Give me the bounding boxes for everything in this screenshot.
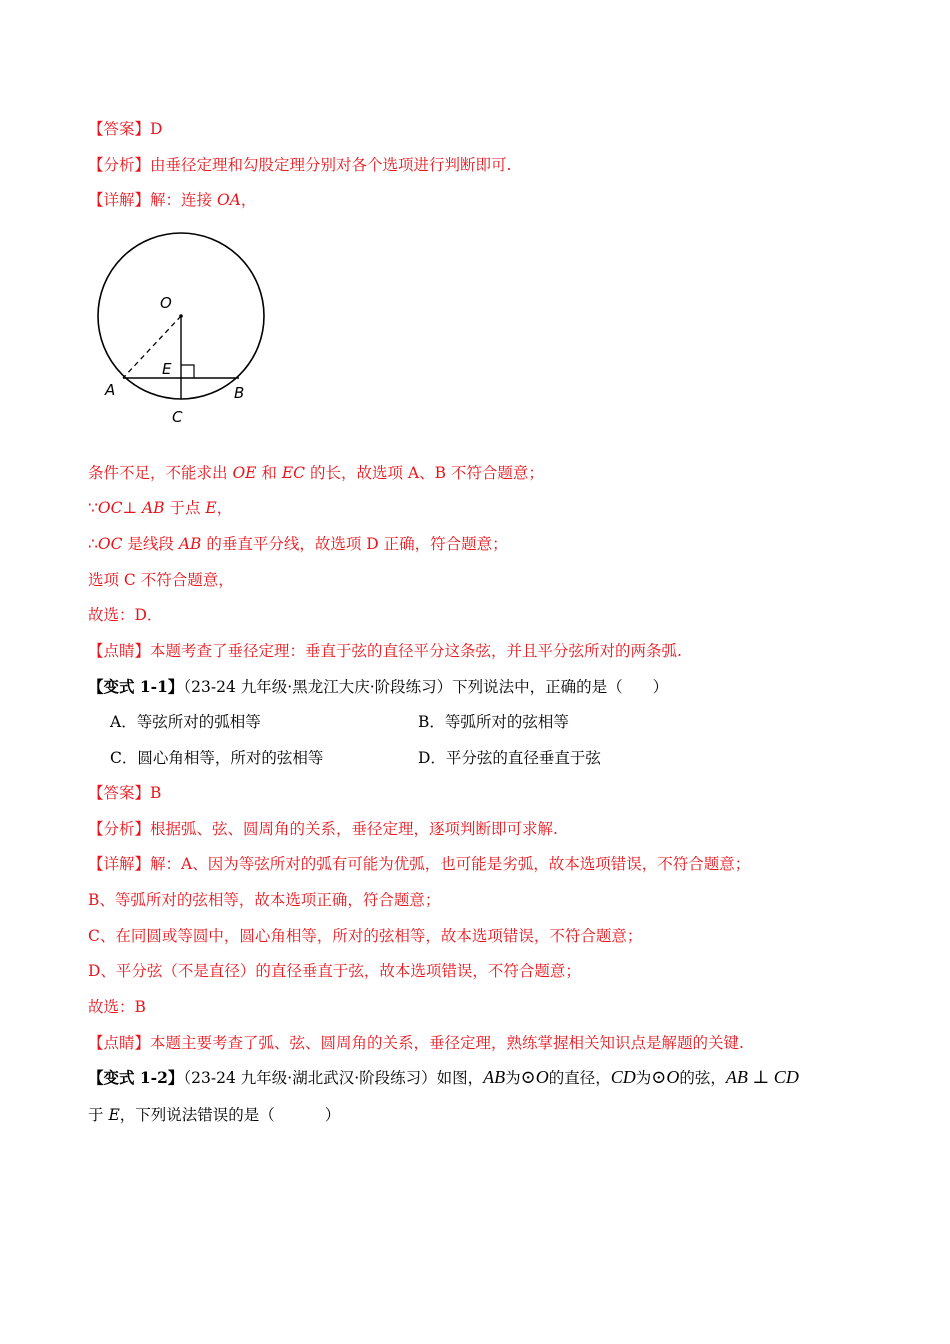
answer-tag: 【答案】 [88, 784, 151, 802]
variant-1-2-question: 【变式 1-2】（23-24 九年级·湖北武汉·阶段练习）如图，AB为⊙O的直径，CD为⊙O的弦，AB ⊥ CD [88, 1067, 799, 1087]
answer-line [88, 119, 162, 139]
point-text: 本题考查了垂径定理：垂直于弦的直径平分这条弦，并且平分弦所对的两条弧. [150, 642, 682, 660]
variant-1-2-question-cont: 于 E，下列说法错误的是（ ） [88, 1106, 341, 1124]
label-e: E [162, 360, 172, 378]
point-tag: 【点睛】 [88, 642, 151, 660]
answer-value: B [150, 784, 162, 802]
detail-step-4: 选项 C 不符合题意， [88, 571, 234, 589]
detail-tag: 【详解】 [88, 855, 151, 873]
analysis-tag: 【分析】 [88, 820, 151, 838]
analysis-text: 由垂径定理和勾股定理分别对各个选项进行判断即可. [150, 156, 512, 174]
detail-step-3: ∴OC 是线段 AB 的垂直平分线，故选项 D 正确，符合题意； [88, 535, 508, 553]
detail2-conclusion: 故选：B [88, 998, 146, 1016]
label-c: C [172, 408, 183, 426]
option-b: B．等弧所对的弦相等 [418, 713, 569, 731]
detail-step-1: 条件不足，不能求出 OE 和 EC 的长，故选项 A、B 不符合题意； [88, 464, 544, 482]
analysis-line-2 [88, 819, 558, 839]
option-a: A．等弦所对的弧相等 [110, 713, 261, 731]
dashed-oa [123, 316, 181, 378]
answer-line-2 [88, 783, 161, 803]
center-point [179, 314, 183, 318]
detail2-step-c: C、在同圆或等圆中，圆心角相等，所对的弦相等，故本选项错误，不符合题意； [88, 927, 643, 945]
variant-tag: 【变式 1-2】 [88, 1068, 184, 1087]
variant-1-1-question: 【变式 1-1】（23-24 九年级·黑龙江大庆·阶段练习）下列说法中，正确的是（ ） [88, 677, 669, 696]
analysis-line [88, 155, 511, 175]
point-line [88, 641, 682, 661]
detail-step-5: 故选：D． [88, 606, 163, 624]
option-c: C．圆心角相等，所对的弦相等 [110, 749, 324, 767]
detail2-step-b: B、等弧所对的弦相等，故本选项正确，符合题意； [88, 891, 441, 909]
detail2-step-d: D、平分弦（不是直径）的直径垂直于弦，故本选项错误，不符合题意； [88, 962, 581, 980]
label-a: A [105, 381, 116, 399]
detail-step-2: ∵OC⊥ AB 于点 E， [88, 499, 233, 517]
answer-tag: 【答案】 [88, 120, 151, 138]
point-line-2 [88, 1033, 744, 1053]
variant-tag: 【变式 1-1】 [88, 677, 184, 696]
detail-tag: 【详解】 [88, 191, 151, 209]
point-text: 本题主要考查了弧、弦、圆周角的关系，垂径定理，熟练掌握相关知识点是解题的关键. [150, 1034, 744, 1052]
right-angle-mark [181, 365, 194, 378]
answer-value: D [150, 120, 163, 138]
label-o: O [160, 294, 172, 312]
analysis-text: 根据弧、弦、圆周角的关系，垂径定理，逐项判断即可求解. [150, 820, 558, 838]
circle-diagram [92, 228, 272, 428]
point-tag: 【点睛】 [88, 1034, 151, 1052]
analysis-tag: 【分析】 [88, 156, 151, 174]
detail-line-2: 【详解】解：A、因为等弦所对的弧有可能为优弧，也可能是劣弧，故本选项错误，不符合题意； [88, 855, 751, 873]
detail-line: 【详解】解：连接 OA， [88, 191, 257, 209]
label-b: B [234, 384, 245, 402]
option-d: D．平分弦的直径垂直于弦 [418, 749, 601, 767]
